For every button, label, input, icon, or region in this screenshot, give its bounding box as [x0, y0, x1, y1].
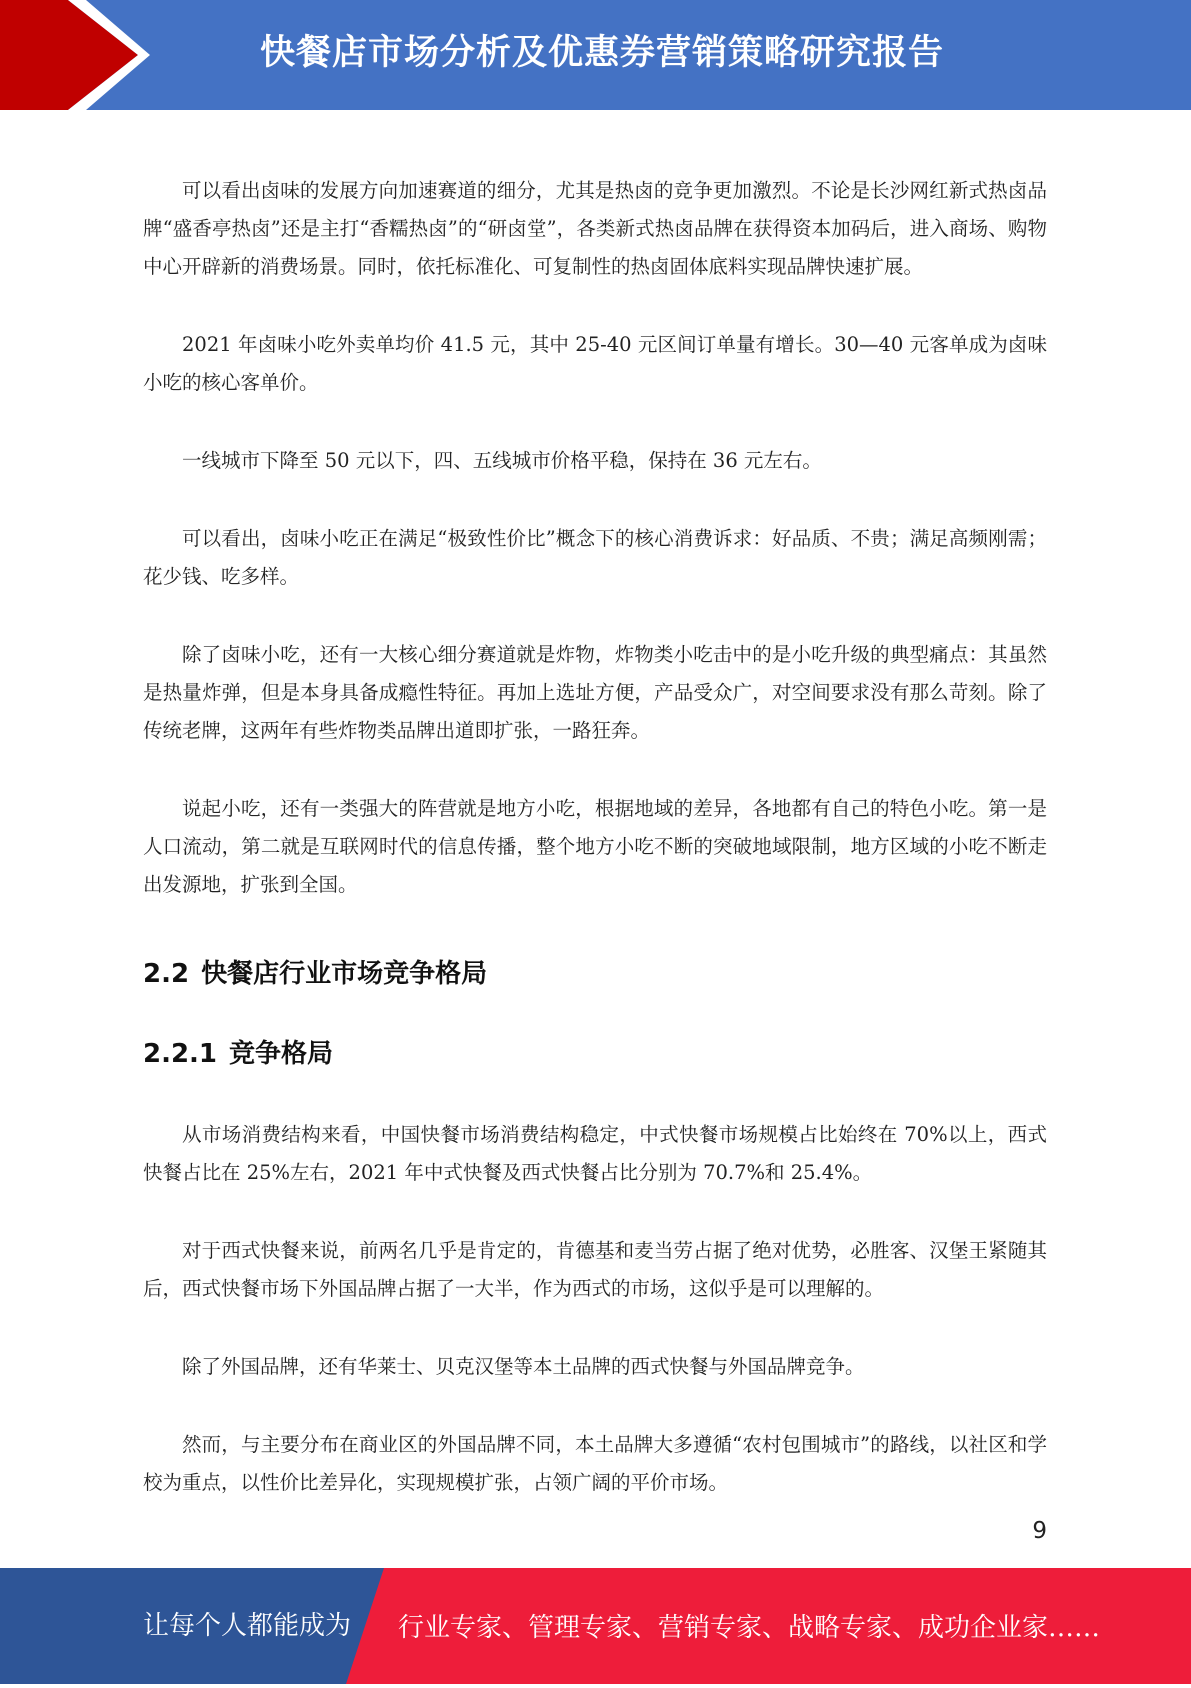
paragraph: 除了卤味小吃，还有一大核心细分赛道就是炸物，炸物类小吃击中的是小吃升级的典型痛点：其虽然是热量炸弹，但是本身具备成瘾性特征。再加上选址方便，产品受众广，对空间要求没有那么苛刻。除了传统老牌，这两年有些炸物类品牌出道即扩张，一路狂奔。 — [143, 643, 1047, 742]
header-banner — [0, 0, 1191, 110]
paragraph: 一线城市下降至 50 元以下，四、五线城市价格平稳，保持在 36 元左右。 — [182, 449, 822, 472]
section-heading — [143, 956, 1047, 992]
subsection-number: 2.2.1 — [143, 1039, 218, 1069]
paragraph: 可以看出，卤味小吃正在满足“极致性价比”概念下的核心消费诉求：好品质、不贵；满足高频刚需；花少钱、吃多样。 — [143, 527, 1047, 588]
page-number: 9 — [1032, 1518, 1047, 1544]
footer-slogan-right: 行业专家、管理专家、营销专家、战略专家、成功企业家…… — [398, 1613, 1101, 1643]
footer-slogan-left: 让每个人都能成为 — [143, 1611, 352, 1641]
paragraph: 说起小吃，还有一类强大的阵营就是地方小吃，根据地域的差异，各地都有自己的特色小吃。第一是人口流动，第二就是互联网时代的信息传播，整个地方小吃不断的突破地域限制，地方区域的小吃不断走出发源地，扩张到全国。 — [143, 797, 1047, 896]
section-number: 2.2 — [143, 959, 190, 989]
paragraph: 除了外国品牌，还有华莱士、贝克汉堡等本土品牌的西式快餐与外国品牌竞争。 — [182, 1355, 865, 1378]
paragraph: 从市场消费结构来看，中国快餐市场消费结构稳定，中式快餐市场规模占比始终在 70%以上，西式快餐占比在 25%左右，2021 年中式快餐及西式快餐占比分别为 70.7%和 25.4%。 — [143, 1123, 1047, 1184]
paragraph: 对于西式快餐来说，前两名几乎是肯定的，肯德基和麦当劳占据了绝对优势，必胜客、汉堡王紧随其后，西式快餐市场下外国品牌占据了一大半，作为西式的市场，这似乎是可以理解的。 — [143, 1239, 1047, 1300]
section-title: 快餐店行业市场竞争格局 — [201, 959, 488, 989]
subsection-heading — [143, 1036, 1047, 1072]
subsection-title: 竞争格局 — [229, 1039, 334, 1069]
paragraph: 然而，与主要分布在商业区的外国品牌不同，本土品牌大多遵循“农村包围城市”的路线，以社区和学校为重点，以性价比差异化，实现规模扩张，占领广阔的平价市场。 — [143, 1433, 1047, 1494]
document-title: 快餐店市场分析及优惠券营销策略研究报告 — [260, 33, 945, 73]
page-content — [143, 172, 1047, 1542]
paragraph: 2021 年卤味小吃外卖单均价 41.5 元，其中 25-40 元区间订单量有增长。30—40 元客单成为卤味小吃的核心客单价。 — [143, 333, 1047, 394]
paragraph: 可以看出卤味的发展方向加速赛道的细分，尤其是热卤的竞争更加激烈。不论是长沙网红新式热卤品牌“盛香亭热卤”还是主打“香糯热卤”的“研卤堂”，各类新式热卤品牌在获得资本加码后，进入商场、购物中心开辟新的消费场景。同时，依托标准化、可复制性的热卤固体底料实现品牌快速扩展。 — [143, 179, 1047, 278]
footer-banner — [0, 1568, 1191, 1684]
